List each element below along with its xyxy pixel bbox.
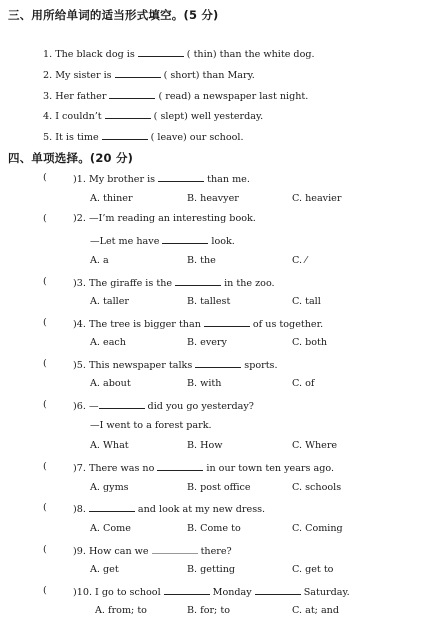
blank-1[interactable] [138, 47, 184, 57]
q9-option-c[interactable]: C. get to [292, 564, 334, 575]
q1-option-b[interactable]: B. heavyer [187, 193, 239, 204]
question-6-line2: —I went to a forest park. [90, 420, 212, 431]
q6-stem: )6. — [73, 401, 99, 412]
q7-blank [157, 461, 203, 471]
q7-stem: )7. There was no [73, 463, 155, 474]
q5-stem: )5. This newspaper talks [73, 360, 193, 371]
q6-option-c[interactable]: C. Where [292, 440, 338, 451]
q7-option-a[interactable]: A. gyms [90, 482, 129, 493]
q5-option-a[interactable]: A. about [90, 378, 131, 389]
q6-option-b[interactable]: B. How [187, 440, 223, 451]
section3-title: 三、用所给单词的适当形式填空。(5 分) [8, 8, 219, 22]
question-7 [73, 461, 334, 474]
answer-paren-5[interactable]: ( [43, 358, 47, 369]
q4-option-b[interactable]: B. every [187, 337, 227, 348]
q4-stem-end: of us together. [252, 319, 324, 330]
question-3 [73, 276, 275, 289]
item4-pre: 4. I couldn’t [43, 111, 102, 122]
q7-option-c[interactable]: C. schools [292, 482, 342, 493]
q5-stem-end: sports. [244, 360, 278, 371]
fill-item-3 [43, 89, 308, 102]
fill-item-5 [43, 130, 244, 143]
q3-option-a[interactable]: A. taller [90, 296, 130, 307]
q6-option-a[interactable]: A. What [90, 440, 129, 451]
fill-item-2 [43, 68, 255, 81]
q3-option-b[interactable]: B. tallest [187, 296, 231, 307]
q5-blank [195, 358, 241, 368]
q5-option-c[interactable]: C. of [292, 378, 315, 389]
q4-option-c[interactable]: C. both [292, 337, 328, 348]
q7-stem-end: in our town ten years ago. [206, 463, 334, 474]
question-5 [73, 358, 278, 371]
q3-option-c[interactable]: C. tall [292, 296, 321, 307]
q9-stem: )9. How can we [73, 546, 149, 557]
fill-item-4 [43, 109, 263, 122]
q1-stem-end: than me. [207, 174, 250, 185]
q2-line2-pre: —Let me have [90, 236, 160, 247]
q1-option-c[interactable]: C. heavier [292, 193, 342, 204]
q2-line2-post: look. [211, 236, 235, 247]
question-10 [73, 585, 350, 598]
q2-blank [162, 234, 208, 244]
q8-stem: )8. [73, 504, 86, 515]
q8-stem-end: and look at my new dress. [137, 504, 266, 515]
q8-option-c[interactable]: C. Coming [292, 523, 343, 534]
q6-stem-end: did you go yesterday? [147, 401, 254, 412]
answer-paren-4[interactable]: ( [43, 317, 47, 328]
item5-post: ( leave) our school. [150, 132, 244, 143]
q2-option-b[interactable]: B. the [187, 255, 216, 266]
question-2: )2. —I’m reading an interesting book. [73, 213, 256, 224]
item4-post: ( slept) well yesterday. [153, 111, 264, 122]
q8-blank [89, 502, 135, 512]
q10-option-c[interactable]: C. at; and [292, 605, 339, 616]
answer-paren-9[interactable]: ( [43, 544, 47, 555]
q3-blank [175, 276, 221, 286]
question-9 [73, 544, 232, 557]
item1-post: ( thin) than the white dog. [186, 49, 315, 60]
q9-stem-end: there? [200, 546, 232, 557]
q9-blank [152, 544, 198, 554]
item3-post: ( read) a newspaper last night. [158, 91, 309, 102]
section4-title: 四、单项选择。(20 分) [8, 151, 134, 165]
q8-option-b[interactable]: B. Come to [187, 523, 241, 534]
q1-option-a[interactable]: A. thiner [90, 193, 133, 204]
question-2-line2 [90, 234, 235, 247]
q10-stem-mid: Monday [212, 587, 252, 598]
fill-item-1 [43, 47, 315, 60]
q10-blank-1 [164, 585, 210, 595]
q10-stem-end: Saturday. [303, 587, 350, 598]
q2-option-a[interactable]: A. a [90, 255, 109, 266]
q5-option-b[interactable]: B. with [187, 378, 222, 389]
answer-paren-2[interactable]: ( [43, 213, 47, 224]
question-6 [73, 399, 254, 412]
q4-stem: )4. The tree is bigger than [73, 319, 201, 330]
q10-blank-2 [255, 585, 301, 595]
q6-blank [99, 399, 145, 409]
answer-paren-6[interactable]: ( [43, 399, 47, 410]
blank-2[interactable] [115, 68, 161, 78]
item1-pre: 1. The black dog is [43, 49, 135, 60]
q3-stem: )3. The giraffe is the [73, 278, 173, 289]
item5-pre: 5. It is time [43, 132, 99, 143]
answer-paren-3[interactable]: ( [43, 276, 47, 287]
blank-3[interactable] [109, 89, 155, 99]
q1-stem: )1. My brother is [73, 174, 156, 185]
q10-stem: )10. I go to school [73, 587, 161, 598]
q10-option-b[interactable]: B. for; to [187, 605, 230, 616]
question-8 [73, 502, 265, 515]
q8-option-a[interactable]: A. Come [90, 523, 131, 534]
q9-option-a[interactable]: A. get [90, 564, 119, 575]
item2-pre: 2. My sister is [43, 70, 112, 81]
answer-paren-7[interactable]: ( [43, 461, 47, 472]
blank-4[interactable] [105, 109, 151, 119]
q1-blank [158, 172, 204, 182]
q3-stem-end: in the zoo. [224, 278, 275, 289]
answer-paren-10[interactable]: ( [43, 585, 47, 596]
blank-5[interactable] [102, 130, 148, 140]
q4-blank [204, 317, 250, 327]
answer-paren-8[interactable]: ( [43, 502, 47, 513]
question-1 [73, 172, 250, 185]
answer-paren-1[interactable]: ( [43, 172, 47, 183]
item2-post: ( short) than Mary. [163, 70, 255, 81]
q4-option-a[interactable]: A. each [90, 337, 126, 348]
q9-option-b[interactable]: B. getting [187, 564, 236, 575]
q7-option-b[interactable]: B. post office [187, 482, 251, 493]
q2-option-c[interactable]: C. ⁄ [292, 255, 307, 266]
item3-pre: 3. Her father [43, 91, 107, 102]
q10-option-a[interactable]: A. from; to [95, 605, 147, 616]
question-4 [73, 317, 323, 330]
